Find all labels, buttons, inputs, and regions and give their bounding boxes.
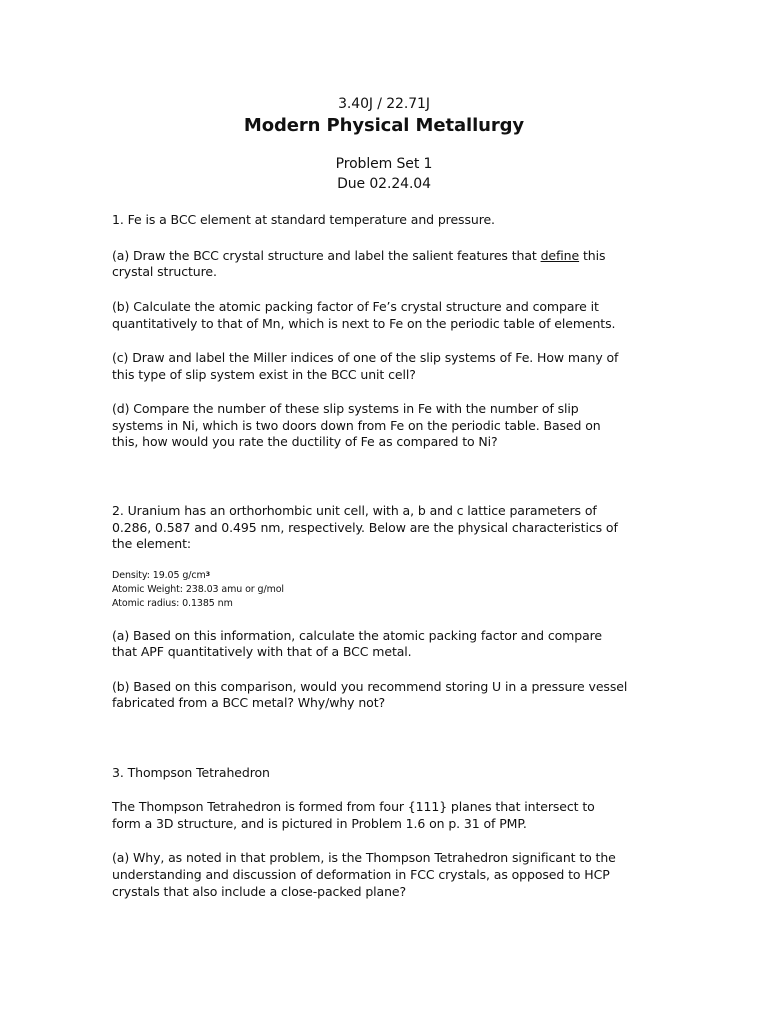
document-title: Modern Physical Metallurgy — [243, 115, 525, 136]
q3-paragraph-line-2: form a 3D structure, and is pictured in Problem 1.6 on p. 31 of PMP. — [112, 816, 527, 831]
problem-set-label: Problem Set 1 — [335, 156, 433, 172]
q2a-line-1: (a) Based on this information, calculate the atomic packing factor and compare — [112, 628, 602, 643]
q1d-line-2: systems in Ni, which is two doors down from Fe on the periodic table. Based on — [112, 418, 601, 433]
q2-line-3: the element: — [112, 536, 192, 551]
due-date: Due 02.24.04 — [337, 176, 431, 192]
q1b-line-2: quantitatively to that of Mn, which is next to Fe on the periodic table of elements. — [112, 316, 616, 331]
q1a-text-post: this — [579, 248, 606, 263]
q2b-line-2: fabricated from a BCC metal? Why/why not? — [112, 695, 386, 710]
q1a-text-pre: (a) Draw the BCC crystal structure and label the salient features that — [112, 248, 541, 263]
q1d-line-3: this, how would you rate the ductility of Fe as compared to Ni? — [112, 434, 498, 449]
q2-density — [112, 569, 672, 582]
q2b-line-1: (b) Based on this comparison, would you recommend storing U in a pressure vessel — [112, 679, 628, 694]
q1-intro: 1. Fe is a BCC element at standard temperature and pressure. — [112, 212, 495, 227]
q2-line-2: 0.286, 0.587 and 0.495 nm, respectively. Below are the physical characteristics of — [112, 520, 618, 535]
q2-density-text: Density: 19.05 g/cm — [112, 570, 206, 581]
q3-paragraph-line-1: The Thompson Tetrahedron is formed from four {111} planes that intersect to — [112, 799, 595, 814]
course-number: 3.40J / 22.71J — [338, 96, 430, 112]
q3a-line-2: understanding and discussion of deformation in FCC crystals, as opposed to HCP — [112, 867, 610, 882]
q1c-line-1: (c) Draw and label the Miller indices of one of the slip systems of Fe. How many of — [112, 350, 619, 365]
q2-line-1: 2. Uranium has an orthorhombic unit cell, with a, b and c lattice parameters of — [112, 503, 597, 518]
q1a-underlined-word: define — [540, 248, 580, 263]
q2-atomic-weight: Atomic Weight: 238.03 amu or g/mol — [112, 584, 284, 595]
q1b-line-1: (b) Calculate the atomic packing factor of Fe’s crystal structure and compare it — [112, 299, 599, 314]
q3a-line-3: crystals that also include a close-packed plane? — [112, 884, 407, 899]
q2-density-superscript: 3 — [205, 570, 211, 578]
q1c-line-2: this type of slip system exist in the BCC unit cell? — [112, 367, 416, 382]
q1d-line-1: (d) Compare the number of these slip systems in Fe with the number of slip — [112, 401, 579, 416]
q3a-line-1: (a) Why, as noted in that problem, is the Thompson Tetrahedron significant to the — [112, 850, 616, 865]
q1a-line-2: crystal structure. — [112, 264, 217, 279]
q2a-line-2: that APF quantitatively with that of a BCC metal. — [112, 644, 412, 659]
q2-atomic-radius: Atomic radius: 0.1385 nm — [112, 598, 233, 609]
q1a-line-1 — [112, 248, 672, 265]
q3-heading: 3. Thompson Tetrahedron — [112, 765, 270, 780]
